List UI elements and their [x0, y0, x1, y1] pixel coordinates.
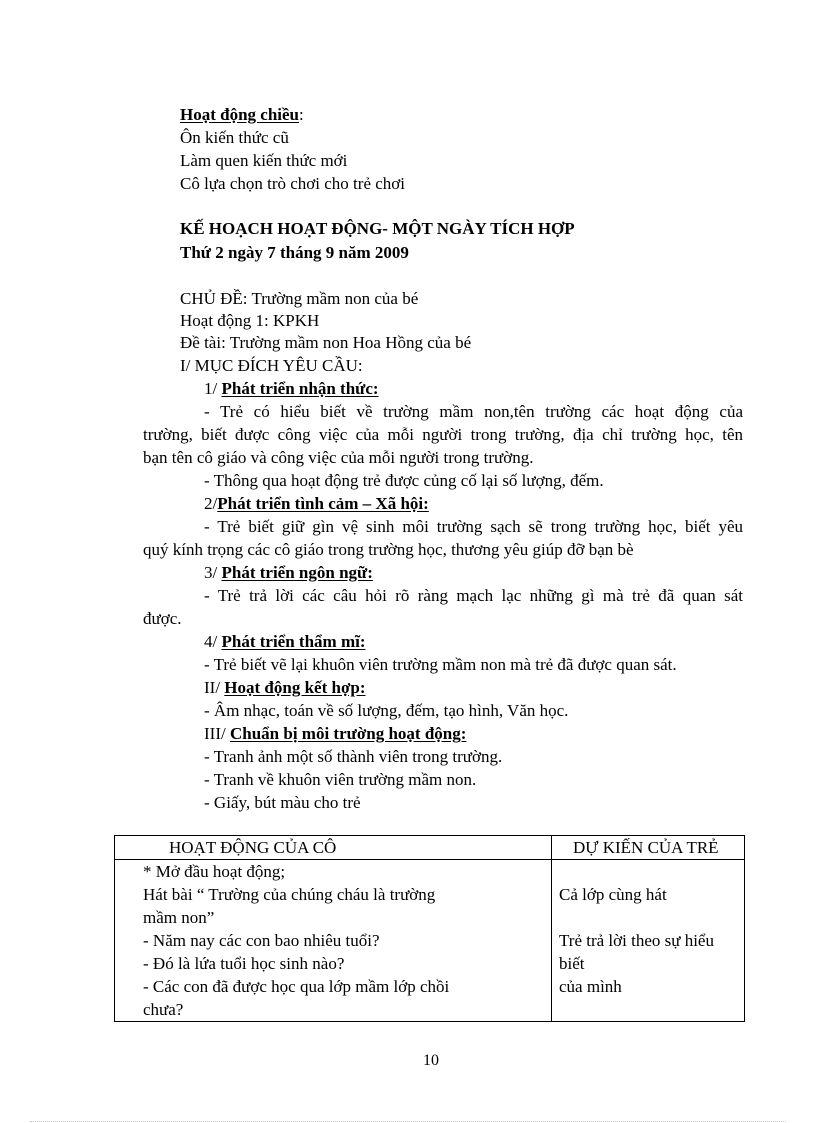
- prep-item: - Tranh ảnh một số thành viên trong trường.: [204, 747, 503, 766]
- activity-line: Hoạt động 1: KPKH: [180, 311, 320, 330]
- teacher-line: - Đó là lứa tuổi học sinh nào?: [143, 954, 345, 973]
- combined-num: II/: [204, 678, 225, 697]
- child-line: Trẻ trả lời theo sự hiểu biết: [559, 931, 714, 973]
- teacher-line: chưa?: [143, 1000, 184, 1019]
- page-number: 10: [423, 1052, 439, 1069]
- table-header-row: [115, 836, 745, 860]
- prep-item: - Tranh về khuôn viên trường mầm non.: [204, 770, 477, 789]
- child-line: Cả lớp cùng hát: [559, 885, 667, 904]
- prep-item: - Giấy, bút màu cho trẻ: [204, 793, 361, 812]
- child-spacer: [559, 906, 738, 929]
- afternoon-heading: [180, 104, 304, 126]
- goal-1-line: - Trẻ có hiểu biết về trường mầm non,tên trường các hoạt động của: [204, 402, 743, 421]
- plan-title: KẾ HOẠCH HOẠT ĐỘNG- MỘT NGÀY TÍCH HỢP: [180, 219, 575, 238]
- afternoon-item: Cô lựa chọn trò chơi cho trẻ chơi: [180, 174, 405, 193]
- goal-3-line: - Trẻ trả lời các câu hỏi rõ ràng mạch lạc những gì mà trẻ đã quan sát: [204, 586, 743, 605]
- goal-2-num: 2/: [204, 494, 218, 513]
- goal-4-num: 4/: [204, 632, 222, 651]
- goal-4-title: Phát triển thẩm mĩ:: [221, 632, 366, 651]
- afternoon-item: Ôn kiến thức cũ: [180, 128, 289, 147]
- goal-4-line: - Trẻ biết vẽ lại khuôn viên trường mầm non mà trẻ đã được quan sát.: [204, 655, 677, 674]
- prep-title: Chuẩn bị môi trường hoạt động:: [229, 724, 467, 743]
- teacher-line: mầm non”: [143, 908, 215, 927]
- child-spacer: [559, 860, 738, 883]
- topic-line: Đề tài: Trường mầm non Hoa Hồng của bé: [180, 333, 472, 352]
- header-child: DỰ KIẾN CỦA TRẺ: [552, 836, 745, 860]
- goal-3-num: 3/: [204, 563, 222, 582]
- combined-line: - Âm nhạc, toán về số lượng, đếm, tạo hình, Văn học.: [204, 701, 569, 720]
- goal-1-line: bạn tên cô giáo và công việc của mỗi người trong trường.: [143, 448, 534, 467]
- goal-3-title: Phát triển ngôn ngữ:: [221, 563, 373, 582]
- theme-line: CHỦ ĐỀ: Trường mầm non của bé: [180, 289, 419, 308]
- section-purpose: I/ MỤC ĐÍCH YÊU CẦU:: [180, 356, 363, 375]
- teacher-line: Hát bài “ Trường của chúng cháu là trường: [143, 885, 436, 904]
- teacher-line: - Năm nay các con bao nhiêu tuổi?: [143, 931, 380, 950]
- plan-date: Thứ 2 ngày 7 tháng 9 năm 2009: [180, 243, 409, 262]
- goal-2-line: quý kính trọng các cô giáo trong trường học, thương yêu giúp đỡ bạn bè: [143, 540, 634, 559]
- header-teacher: HOẠT ĐỘNG CỦA CÔ: [115, 836, 552, 860]
- goal-2-line: - Trẻ biết giữ gìn vệ sinh môi trường sạch sẽ trong trường học, biết yêu: [204, 517, 743, 536]
- prep-heading: [204, 723, 466, 745]
- goal-1-title: Phát triển nhận thức:: [221, 379, 379, 398]
- goal-3-heading: [204, 562, 373, 584]
- goal-3-line: được.: [143, 609, 182, 628]
- combined-title: Hoạt động kết hợp:: [224, 678, 366, 697]
- table-row: [115, 860, 745, 1022]
- prep-num: III/: [204, 724, 230, 743]
- goal-1-line: - Thông qua hoạt động trẻ được củng cố lại số lượng, đếm.: [204, 471, 604, 490]
- goal-1-heading: [204, 378, 379, 400]
- afternoon-title: Hoạt động chiều: [180, 105, 300, 124]
- goal-1-num: 1/: [204, 379, 222, 398]
- teacher-line: - Các con đã được học qua lớp mầm lớp chồi: [143, 977, 450, 996]
- child-cell: [552, 860, 745, 1022]
- goal-2-title: Phát triển tình cảm – Xã hội:: [217, 494, 429, 513]
- goal-1-line: trường, biết được công việc của mỗi người trong trường, địa chỉ trường học, tên: [143, 425, 743, 444]
- teacher-cell: [115, 860, 552, 1022]
- afternoon-colon: :: [299, 105, 304, 124]
- goal-2-heading: [204, 493, 429, 515]
- afternoon-item: Làm quen kiến thức mới: [180, 151, 348, 170]
- goal-4-heading: [204, 631, 366, 653]
- child-line: của mình: [559, 977, 622, 996]
- teacher-line: * Mở đầu hoạt động;: [143, 862, 286, 881]
- combined-heading: [204, 677, 366, 699]
- page-bottom-rule: [30, 1121, 786, 1122]
- activity-table: [114, 835, 745, 1022]
